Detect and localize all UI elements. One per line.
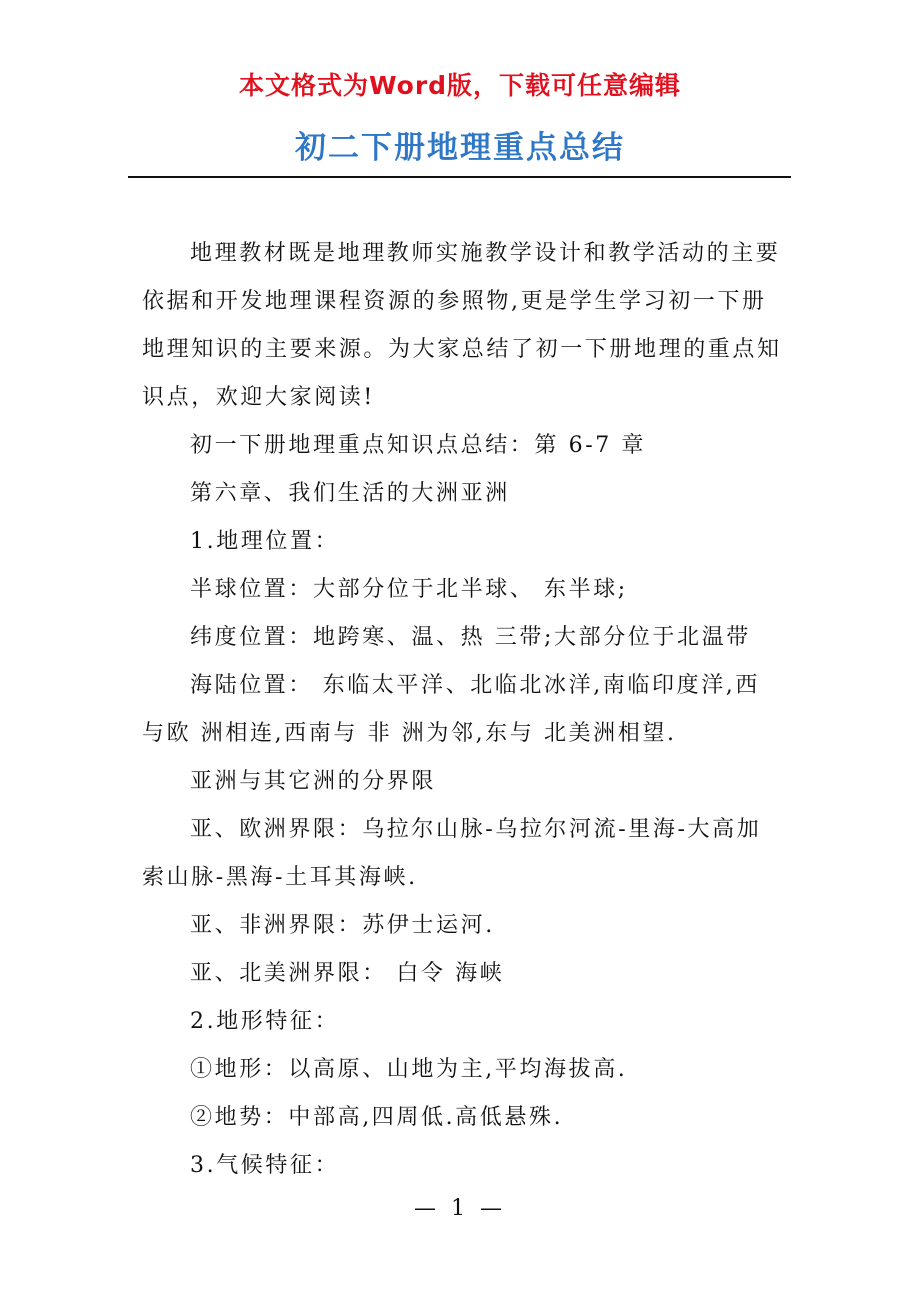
paragraph-hemisphere: 半球位置：大部分位于北半球、 东半球;: [190, 577, 628, 602]
paragraph-latitude: 纬度位置：地跨寒、温、热 三带;大部分位于北温带: [190, 625, 751, 650]
paragraph-relief: ②地势：中部高,四周低.高低悬殊.: [190, 1105, 564, 1130]
paragraph-boundaries-heading: 亚洲与其它洲的分界限: [190, 769, 437, 794]
paragraph-landform: ①地形：以高原、山地为主,平均海拔高.: [190, 1057, 628, 1082]
document-title: 初二下册地理重点总结: [295, 130, 625, 166]
subheading-location: 1.地理位置：: [190, 529, 340, 554]
subheading-terrain: 2.地形特征：: [190, 1009, 340, 1034]
section-heading: 初一下册地理重点知识点总结：第 6-7 章: [190, 433, 647, 458]
intro-paragraph: 地理教材既是地理教师实施教学设计和教学活动的主要依据和开发地理课程资源的参照物,更是学生学习初一下册地理知识的主要来源。为大家总结了初一下册地理的重点知识点，欢迎大家阅读!: [142, 241, 782, 410]
document-body: [142, 230, 782, 1190]
paragraph-asia-europe: 亚、欧洲界限：乌拉尔山脉-乌拉尔河流-里海-大高加索山脉-黑海-土耳其海峡.: [142, 817, 762, 890]
paragraph-asia-africa: 亚、非洲界限：苏伊士运河.: [190, 913, 495, 938]
subheading-climate: 3.气候特征：: [190, 1153, 340, 1178]
page-number: — 1 —: [414, 1196, 506, 1221]
title-divider: [128, 176, 791, 178]
chapter-heading: 第六章、我们生活的大洲亚洲: [190, 481, 510, 506]
paragraph-asia-north-america: 亚、北美洲界限： 白令 海峡: [190, 961, 505, 986]
paragraph-sea-land: 海陆位置： 东临太平洋、北临北冰洋,南临印度洋,西与欧 洲相连,西南与 非 洲为邻,东与 北美洲相望.: [142, 673, 760, 746]
download-banner: 本文格式为Word版，下载可任意编辑: [238, 71, 682, 100]
